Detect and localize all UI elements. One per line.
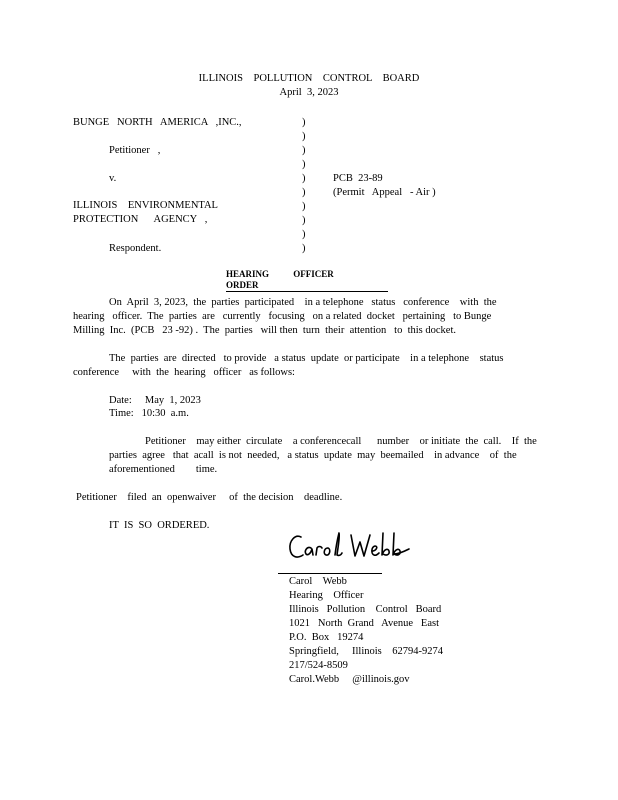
signature-block	[289, 575, 443, 687]
caption-paren: )	[302, 131, 306, 142]
caption-paren: )	[302, 117, 306, 128]
caption-paren: )	[302, 159, 306, 170]
petitioner-name: BUNGE NORTH AMERICA ,INC.,	[73, 117, 242, 128]
caption-paren: )	[302, 173, 306, 184]
paragraph-1-line-2: hearing officer. The parties are currently focusing on a related docket pertaining to Bunge	[73, 311, 492, 322]
respondent-label: Respondent.	[109, 243, 162, 254]
caption-parentheses	[302, 116, 306, 256]
signer-name: Carol Webb	[289, 576, 347, 587]
signer-title: Hearing Officer	[289, 590, 364, 601]
header-date: April 3, 2023	[279, 87, 339, 98]
respondent-name-line2: PROTECTION AGENCY ,	[73, 214, 208, 225]
signature-image	[287, 529, 415, 567]
signer-street-address: 1021 North Grand Avenue East	[289, 618, 439, 629]
respondent-name-line1: ILLINOIS ENVIRONMENTAL	[73, 200, 218, 211]
hearing-date: Date: May 1, 2023	[109, 395, 201, 406]
signer-po-box: P.O. Box 19274	[289, 632, 364, 643]
handwritten-signature	[287, 529, 415, 572]
caption-paren: )	[302, 243, 306, 254]
caption-paren: )	[302, 201, 306, 212]
signer-organization: Illinois Pollution Control Board	[289, 604, 442, 615]
petitioner-label: Petitioner ,	[109, 145, 161, 156]
signature-line	[278, 573, 382, 574]
caption-paren: )	[302, 145, 306, 156]
paragraph-3-line-3: aforementioned time.	[109, 464, 218, 475]
paragraph-1-line-1: On April 3, 2023, the parties participated in a telephone status conference with the	[109, 297, 497, 308]
agency-title: ILLINOIS POLLUTION CONTROL BOARD	[198, 73, 420, 84]
caption-paren: )	[302, 229, 306, 240]
document-header	[0, 72, 618, 100]
versus-label: v.	[109, 173, 117, 184]
order-title: HEARING OFFICER ORDER	[226, 269, 388, 292]
so-ordered-statement: IT IS SO ORDERED.	[109, 520, 210, 531]
case-type: (Permit Appeal - Air )	[333, 187, 436, 198]
waiver-statement: Petitioner filed an openwaiver of the decision deadline.	[76, 492, 343, 503]
signer-phone: 217/524-8509	[289, 660, 348, 671]
paragraph-1-line-3: Milling Inc. (PCB 23 -92) . The parties will then turn their attention to this docket.	[73, 325, 457, 336]
paragraph-3-line-1: Petitioner may either circulate a conferencecall number or initiate the call. If the	[145, 436, 537, 447]
case-number: PCB 23-89	[333, 173, 383, 184]
hearing-time: Time: 10:30 a.m.	[109, 408, 189, 419]
caption-paren: )	[302, 215, 306, 226]
paragraph-2-line-1: The parties are directed to provide a status update or participate in a telephone status	[109, 353, 504, 364]
paragraph-3-line-2: parties agree that acall is not needed, a status update may beemailed in advance of the	[109, 450, 517, 461]
signer-email: Carol.Webb @illinois.gov	[289, 674, 410, 685]
paragraph-2-line-2: conference with the hearing officer as follows:	[73, 367, 295, 378]
signer-city-state-zip: Springfield, Illinois 62794-9274	[289, 646, 443, 657]
caption-paren: )	[302, 187, 306, 198]
